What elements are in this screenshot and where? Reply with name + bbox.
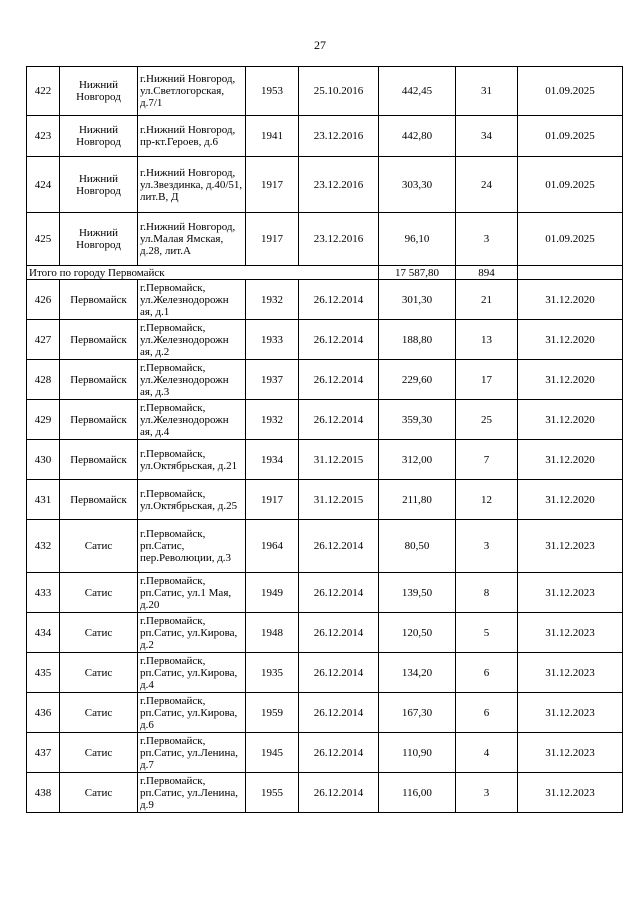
cell-year: 1935 [246,653,299,693]
cell-year: 1964 [246,520,299,573]
cell-area: 167,30 [379,693,456,733]
cell-area: 96,10 [379,213,456,266]
cell-number: 431 [27,480,60,520]
cell-address: г.Первомайск, рп.Сатис, ул.Кирова, д.4 [138,653,246,693]
table-row [27,520,623,573]
cell-people: 6 [456,693,518,733]
total-row [27,266,623,280]
cell-city: Сатис [60,613,138,653]
table-row [27,613,623,653]
table-row [27,213,623,266]
cell-year: 1955 [246,773,299,813]
cell-people: 31 [456,67,518,116]
cell-city: Сатис [60,693,138,733]
cell-deadline: 31.12.2020 [518,320,623,360]
cell-deadline: 31.12.2020 [518,480,623,520]
cell-year: 1934 [246,440,299,480]
page-number: 27 [314,38,326,52]
cell-year: 1937 [246,360,299,400]
cell-number: 429 [27,400,60,440]
cell-area: 359,30 [379,400,456,440]
cell-deadline: 01.09.2025 [518,213,623,266]
cell-area: 312,00 [379,440,456,480]
cell-year: 1945 [246,733,299,773]
cell-year: 1932 [246,400,299,440]
table-row [27,320,623,360]
cell-city: Нижний Новгород [60,213,138,266]
cell-city: Сатис [60,520,138,573]
cell-date: 26.12.2014 [299,613,379,653]
cell-address: г.Первомайск, ул.Октябрьская, д.21 [138,440,246,480]
cell-deadline: 31.12.2023 [518,613,623,653]
table-row [27,360,623,400]
cell-address: г.Первомайск, рп.Сатис, ул.Кирова, д.2 [138,613,246,653]
cell-year: 1932 [246,280,299,320]
cell-city: Нижний Новгород [60,116,138,157]
cell-area: 301,30 [379,280,456,320]
cell-address: г.Первомайск, рп.Сатис, ул.Ленина, д.7 [138,733,246,773]
table-row [27,157,623,213]
cell-date: 26.12.2014 [299,320,379,360]
cell-year: 1949 [246,573,299,613]
cell-date: 31.12.2015 [299,440,379,480]
total-people: 894 [456,266,518,280]
cell-number: 437 [27,733,60,773]
total-deadline-empty [518,266,623,280]
cell-area: 110,90 [379,733,456,773]
cell-address: г.Первомайск, ул.Октябрьская, д.25 [138,480,246,520]
cell-year: 1959 [246,693,299,733]
cell-number: 427 [27,320,60,360]
cell-address: г.Первомайск, ул.Железнодорожн ая, д.4 [138,400,246,440]
cell-area: 116,00 [379,773,456,813]
cell-address: г.Первомайск, рп.Сатис, пер.Революции, д.3 [138,520,246,573]
cell-deadline: 31.12.2023 [518,693,623,733]
cell-deadline: 31.12.2023 [518,573,623,613]
cell-area: 229,60 [379,360,456,400]
cell-date: 23.12.2016 [299,157,379,213]
table-row [27,573,623,613]
cell-address: г.Нижний Новгород, ул.Звездинка, д.40/51, лит.В, Д [138,157,246,213]
cell-date: 23.12.2016 [299,213,379,266]
cell-area: 134,20 [379,653,456,693]
cell-address: г.Первомайск, рп.Сатис, ул.Ленина, д.9 [138,773,246,813]
cell-date: 25.10.2016 [299,67,379,116]
table-row [27,480,623,520]
cell-deadline: 31.12.2020 [518,280,623,320]
cell-address: г.Нижний Новгород, пр-кт.Героев, д.6 [138,116,246,157]
cell-deadline: 31.12.2020 [518,360,623,400]
total-area: 17 587,80 [379,266,456,280]
cell-date: 26.12.2014 [299,573,379,613]
cell-city: Нижний Новгород [60,157,138,213]
cell-deadline: 31.12.2023 [518,733,623,773]
total-label: Итого по городу Первомайск [27,266,379,280]
cell-number: 432 [27,520,60,573]
cell-date: 31.12.2015 [299,480,379,520]
cell-date: 26.12.2014 [299,693,379,733]
cell-deadline: 31.12.2023 [518,520,623,573]
cell-address: г.Нижний Новгород, ул.Светлогорская, д.7/1 [138,67,246,116]
cell-people: 17 [456,360,518,400]
cell-people: 3 [456,773,518,813]
cell-address: г.Первомайск, ул.Железнодорожн ая, д.1 [138,280,246,320]
cell-city: Первомайск [60,480,138,520]
table-row [27,67,623,116]
cell-deadline: 31.12.2020 [518,400,623,440]
cell-deadline: 31.12.2020 [518,440,623,480]
cell-year: 1917 [246,157,299,213]
cell-city: Первомайск [60,360,138,400]
cell-people: 3 [456,520,518,573]
cell-city: Первомайск [60,400,138,440]
cell-area: 442,80 [379,116,456,157]
cell-address: г.Нижний Новгород, ул.Малая Ямская, д.28, лит.А [138,213,246,266]
cell-date: 26.12.2014 [299,520,379,573]
cell-number: 438 [27,773,60,813]
table-row [27,116,623,157]
cell-date: 26.12.2014 [299,360,379,400]
cell-year: 1933 [246,320,299,360]
cell-people: 25 [456,400,518,440]
cell-people: 21 [456,280,518,320]
cell-city: Сатис [60,733,138,773]
cell-people: 13 [456,320,518,360]
cell-people: 6 [456,653,518,693]
table-row [27,773,623,813]
cell-city: Сатис [60,573,138,613]
cell-area: 120,50 [379,613,456,653]
cell-area: 211,80 [379,480,456,520]
cell-date: 26.12.2014 [299,653,379,693]
cell-year: 1953 [246,67,299,116]
cell-deadline: 01.09.2025 [518,116,623,157]
cell-number: 424 [27,157,60,213]
cell-deadline: 01.09.2025 [518,157,623,213]
cell-people: 3 [456,213,518,266]
housing-table [26,66,623,813]
cell-people: 4 [456,733,518,773]
cell-area: 80,50 [379,520,456,573]
cell-number: 425 [27,213,60,266]
cell-year: 1941 [246,116,299,157]
cell-date: 26.12.2014 [299,280,379,320]
cell-city: Первомайск [60,280,138,320]
cell-area: 442,45 [379,67,456,116]
cell-year: 1948 [246,613,299,653]
cell-deadline: 31.12.2023 [518,773,623,813]
cell-number: 433 [27,573,60,613]
cell-date: 26.12.2014 [299,733,379,773]
cell-city: Сатис [60,653,138,693]
table-row [27,693,623,733]
table-row [27,400,623,440]
cell-deadline: 31.12.2023 [518,653,623,693]
cell-city: Сатис [60,773,138,813]
cell-date: 23.12.2016 [299,116,379,157]
cell-number: 426 [27,280,60,320]
cell-deadline: 01.09.2025 [518,67,623,116]
cell-number: 428 [27,360,60,400]
cell-city: Первомайск [60,320,138,360]
cell-people: 5 [456,613,518,653]
cell-number: 436 [27,693,60,733]
cell-year: 1917 [246,213,299,266]
cell-area: 303,30 [379,157,456,213]
cell-people: 34 [456,116,518,157]
cell-year: 1917 [246,480,299,520]
cell-address: г.Первомайск, рп.Сатис, ул.1 Мая, д.20 [138,573,246,613]
cell-city: Первомайск [60,440,138,480]
cell-date: 26.12.2014 [299,773,379,813]
table-row [27,733,623,773]
cell-people: 24 [456,157,518,213]
cell-date: 26.12.2014 [299,400,379,440]
cell-people: 12 [456,480,518,520]
cell-people: 7 [456,440,518,480]
cell-number: 423 [27,116,60,157]
cell-number: 435 [27,653,60,693]
cell-number: 434 [27,613,60,653]
cell-area: 188,80 [379,320,456,360]
table-row [27,440,623,480]
cell-number: 422 [27,67,60,116]
table-row [27,280,623,320]
cell-number: 430 [27,440,60,480]
cell-area: 139,50 [379,573,456,613]
cell-city: Нижний Новгород [60,67,138,116]
cell-people: 8 [456,573,518,613]
cell-address: г.Первомайск, рп.Сатис, ул.Кирова, д.6 [138,693,246,733]
cell-address: г.Первомайск, ул.Железнодорожн ая, д.2 [138,320,246,360]
table-row [27,653,623,693]
cell-address: г.Первомайск, ул.Железнодорожн ая, д.3 [138,360,246,400]
